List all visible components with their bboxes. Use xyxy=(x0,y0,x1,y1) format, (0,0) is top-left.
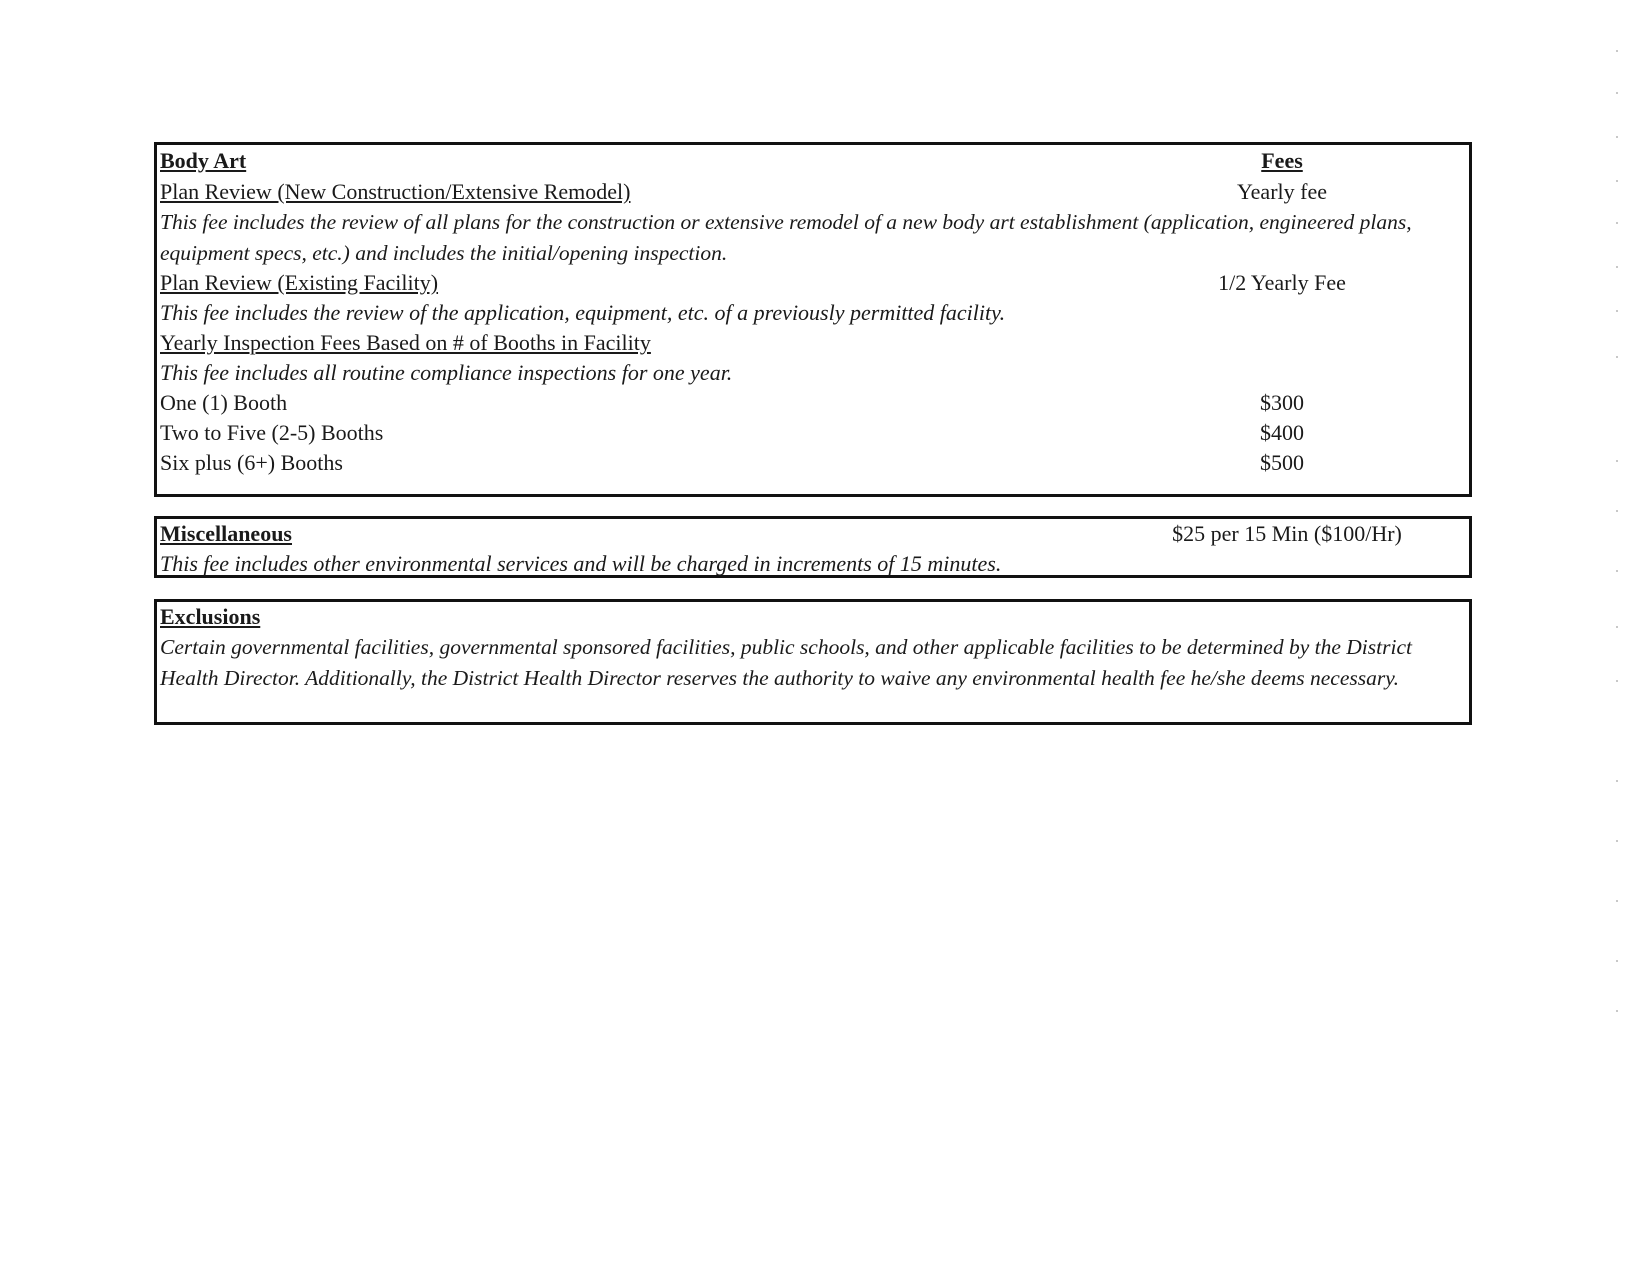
body-art-header-row xyxy=(157,145,1469,176)
booth-label: Two to Five (2-5) Booths xyxy=(160,420,384,445)
yearly-inspection-description-row xyxy=(157,358,1469,388)
fees-heading: Fees xyxy=(1261,148,1303,173)
new-construction-description: This fee includes the review of all plans for the construction or extensive remodel of a new body art establishment (application, engineered plans, equipment specs, etc.) and includes the initial/opening inspection. xyxy=(160,210,1412,265)
body-art-heading: Body Art xyxy=(160,148,247,173)
body-art-fee-table xyxy=(154,142,1472,497)
fee-value: 1/2 Yearly Fee xyxy=(1218,270,1346,295)
misc-fee: $25 per 15 Min ($100/Hr) xyxy=(1172,521,1402,546)
misc-header-row xyxy=(157,519,1469,549)
fee-row-existing-facility xyxy=(157,268,1469,298)
yearly-inspection-description: This fee includes all routine compliance inspections for one year. xyxy=(160,360,733,385)
exclusions-text: Certain governmental facilities, governmental sponsored facilities, public schools, and other applicable facilities to be determined by the District Health Director. Additionally, the District Health Director reserves the authority to waive any environmental health fee he/she deems necessary. xyxy=(160,635,1412,690)
misc-heading: Miscellaneous xyxy=(160,521,292,546)
booth-fee: $300 xyxy=(1260,390,1304,415)
miscellaneous-fee-table xyxy=(154,516,1472,578)
misc-description: This fee includes other environmental services and will be charged in increments of 15 minutes. xyxy=(160,551,1002,576)
fee-label: Plan Review (New Construction/Extensive Remodel) xyxy=(160,179,631,204)
exclusions-heading: Exclusions xyxy=(160,604,261,629)
fee-value: Yearly fee xyxy=(1236,179,1327,204)
fee-row-new-construction xyxy=(157,176,1469,207)
fee-label: Plan Review (Existing Facility) xyxy=(160,270,439,295)
booth-label: Six plus (6+) Booths xyxy=(160,450,343,475)
booth-row-two-to-five xyxy=(157,418,1469,448)
booth-fee: $500 xyxy=(1260,450,1304,475)
misc-description-row xyxy=(157,549,1469,579)
existing-facility-description-row xyxy=(157,298,1469,328)
yearly-inspection-heading: Yearly Inspection Fees Based on # of Booths in Facility xyxy=(160,330,651,355)
yearly-inspection-heading-row xyxy=(157,328,1469,358)
existing-facility-description: This fee includes the review of the application, equipment, etc. of a previously permitted facility. xyxy=(160,300,1006,325)
booth-fee: $400 xyxy=(1260,420,1304,445)
booth-label: One (1) Booth xyxy=(160,390,288,415)
exclusions-header-row xyxy=(157,602,1469,632)
scan-edge-marks xyxy=(1616,40,1620,1020)
booth-row-one xyxy=(157,388,1469,418)
exclusions-box xyxy=(154,599,1472,725)
booth-row-six-plus xyxy=(157,448,1469,478)
